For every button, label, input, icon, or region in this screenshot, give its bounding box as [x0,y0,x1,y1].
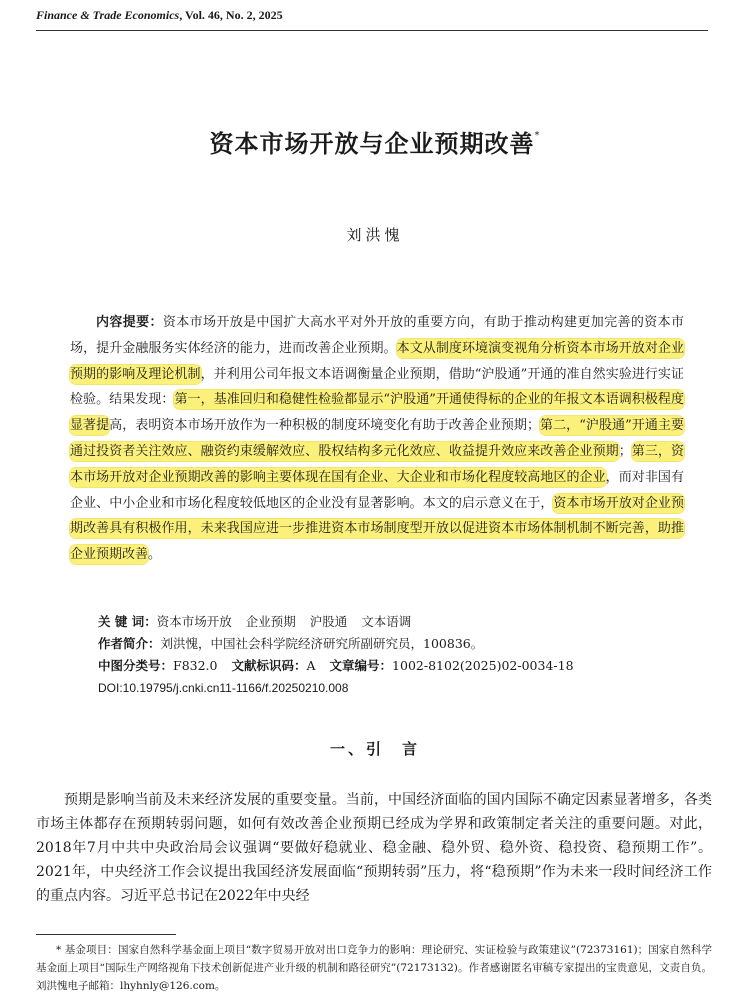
section-heading: 一、引 言 [329,740,420,758]
footnote-divider [36,934,176,935]
keyword: 资本市场开放 [156,614,232,629]
abstract-text: 高，表明资本市场开放作为一种积极的制度环境变化有助于改善企业预期； [109,418,540,434]
doc-code-label: 文献标识码： [231,658,307,673]
abstract-text: 。 [148,547,162,563]
body-paragraph: 预期是影响当前及未来经济发展的重要变量。当前，中国经济面临的国内国际不确定因素显著增多，各类市场主体都存在预期转弱问题，如何有效改善企业预期已经成为学界和政策制定者关注的重要问题。对此，2018年7月中共中央政治局会议强调“要做好稳就业、稳金融、稳外贸、稳外资、稳投资、稳预期工作”。2021年，中央经济工作会议提出我国经济发展面临“预期转弱”压力，将“稳预期”作为未来一段时间经济工作的重点内容。习近平总书记在2022年中央经 [36,792,712,904]
abstract-text: ，而对非国有企业、中小企业和市场化程度较低地区的企业没有显著影响。本文的启示意义在于， [70,469,684,511]
abstract-text: ，并利用公司年报文本语调衡量企业预期，借助“沪股通”开通的准自然实验进行实证检验。结果发现： [70,366,684,408]
paper-title-text: 资本市场开放与企业预期改善 [209,130,535,158]
volume-issue: , Vol. 46, No. 2, 2025 [179,8,283,22]
highlighted-text: 第一，基准回归和稳健性检验都显示“沪股通”开通使得标的企业的年报文本语调积极程度显著提 [70,392,684,434]
author-info: 刘洪愧，中国社会科学院经济研究所副研究员，100836。 [160,636,484,651]
highlighted-text: 本文从制度环境演变视角分析资本市场开放对企业预期的影响及理论机制 [70,340,684,382]
highlighted-text: 第三，资本市场开放对企业预期改善的影响主要体现在国有企业、大企业和市场化程度较高地区的企业 [70,443,684,485]
author-info-label: 作者简介： [98,636,161,651]
keywords-label: 关 键 词： [98,614,157,629]
keyword: 文本语调 [361,614,412,629]
clc-label: 中图分类号： [98,658,174,673]
highlighted-text: 第二，“沪股通”开通主要通过投资者关注效应、融资约束缓解效应、股权结构多元化效应、收益提升效应来改善企业预期 [70,418,684,459]
paper-title [0,124,750,159]
doi: DOI:10.19795/j.cnki.cn11-1166/f.20250210.008 [98,681,349,695]
abstract-text: 资本市场开放是中国扩大高水平对外开放的重要方向，有助于推动构建更加完善的资本市场，提升金融服务实体经济的能力，进而改善企业预期。 [70,315,684,356]
running-header [36,8,708,31]
keyword: 企业预期 [245,614,296,629]
abstract [70,310,684,568]
article-no-label: 文章编号： [329,658,393,673]
footnote: * 基金项目：国家自然科学基金面上项目“数字贸易开放对出口竞争力的影响：理论研究、实证检验与政策建议”(72373161)；国家自然科学基金面上项目“国际生产网络视角下技术创新促进产业升级的机制和路径研究”(72173132)。作者感谢匿名审稿专家提出的宝贵意见，文责自负。刘洪愧电子邮箱：lhyhnly@126.com。 [36,944,712,992]
highlighted-text: 资本市场开放对企业预期改善具有积极作用，未来我国应进一步推进资本市场制度型开放以促进资本市场体制机制不断完善，助推企业预期改善 [70,495,684,563]
abstract-text: ； [618,443,632,459]
clc-value: F832.0 [173,658,218,673]
journal-name: Finance & Trade Economics [36,8,180,22]
author-name: 刘洪愧 [346,226,404,244]
abstract-paragraph [70,310,684,568]
doc-code-value: A [306,658,316,673]
author-info-line [98,633,688,655]
article-no-value: 1002-8102(2025)02-0034-18 [392,658,574,673]
keywords-line [98,611,688,633]
classification-line [98,655,688,677]
article-meta [98,611,688,699]
title-footnote-marker: * [534,130,541,141]
abstract-label: 内容提要： [96,315,163,330]
keyword: 沪股通 [309,614,348,629]
abstract-body [70,315,684,564]
